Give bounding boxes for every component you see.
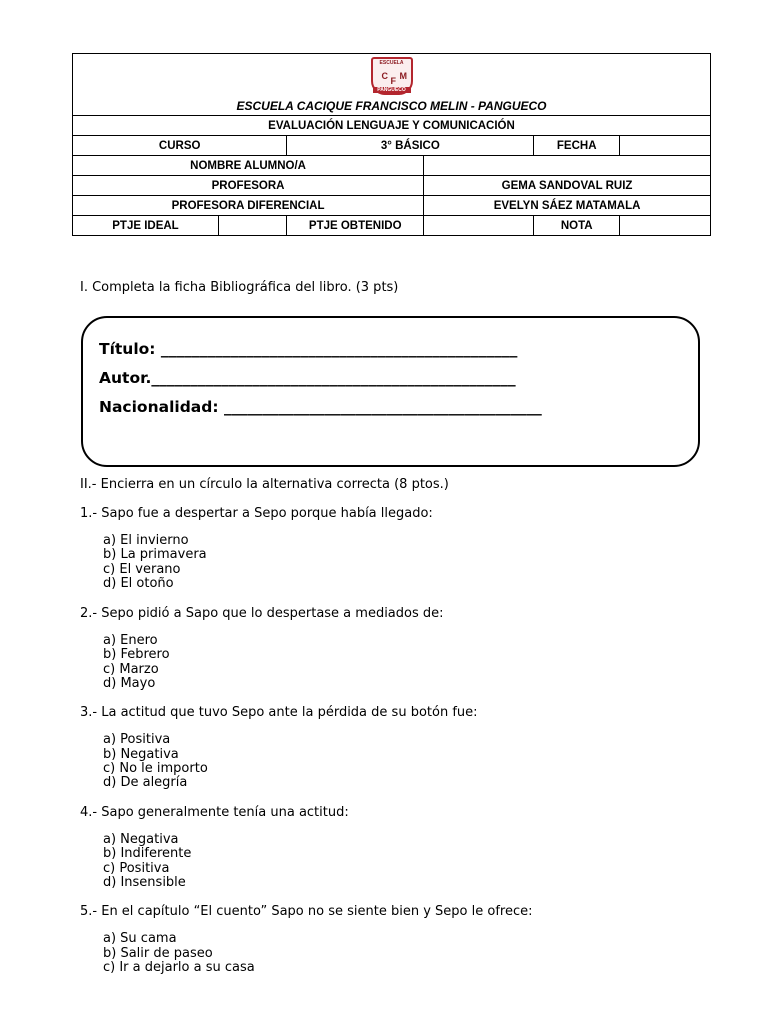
option-5b[interactable]: b) Salir de paseo	[103, 946, 213, 961]
question-5: 5.- En el capítulo “El cuento” Sapo no se siente bien y Sepo le ofrece:	[80, 904, 533, 919]
option-1a[interactable]: a) El invierno	[103, 533, 189, 548]
autor-line[interactable]: Autor._______________________________________________	[99, 369, 516, 387]
profesora-value: GEMA SANDOVAL RUIZ	[424, 176, 711, 196]
option-3d[interactable]: d) De alegría	[103, 775, 188, 790]
ptje-obtenido-field[interactable]	[424, 216, 534, 236]
question-1: 1.- Sapo fue a despertar a Sepo porque había llegado:	[80, 506, 433, 521]
question-3: 3.- La actitud que tuvo Sepo ante la pérdida de su botón fue:	[80, 705, 478, 720]
option-5c[interactable]: c) Ir a dejarlo a su casa	[103, 960, 255, 975]
curso-value: 3° BÁSICO	[287, 136, 534, 156]
option-4a[interactable]: a) Negativa	[103, 832, 179, 847]
ptje-obtenido-label: PTJE OBTENIDO	[287, 216, 424, 236]
fecha-label: FECHA	[534, 136, 620, 156]
logo-letter-m: M	[399, 70, 407, 81]
option-4b[interactable]: b) Indiferente	[103, 846, 192, 861]
curso-label: CURSO	[73, 136, 287, 156]
ptje-ideal-field[interactable]	[218, 216, 286, 236]
option-1d[interactable]: d) El otoño	[103, 576, 174, 591]
profesora-diferencial-value: EVELYN SÁEZ MATAMALA	[424, 196, 711, 216]
logo-letter-c: C	[381, 70, 388, 81]
option-3b[interactable]: b) Negativa	[103, 747, 179, 762]
bibliographic-box	[81, 316, 700, 467]
option-3c[interactable]: c) No le importo	[103, 761, 208, 776]
nacionalidad-line[interactable]: Nacionalidad: _________________________________________	[99, 398, 542, 416]
section1-title: I. Completa la ficha Bibliográfica del libro. (3 pts)	[80, 280, 399, 295]
option-4c[interactable]: c) Positiva	[103, 861, 170, 876]
question-4: 4.- Sapo generalmente tenía una actitud:	[80, 805, 349, 820]
nota-field[interactable]	[620, 216, 711, 236]
logo-top-text: ESCUELA	[379, 59, 404, 66]
nota-label: NOTA	[534, 216, 620, 236]
logo-bottom-text: PANGUECO	[373, 87, 411, 93]
section2-title: II.- Encierra en un círculo la alternativa correcta (8 ptos.)	[80, 477, 449, 492]
option-2b[interactable]: b) Febrero	[103, 647, 170, 662]
option-1c[interactable]: c) El verano	[103, 562, 181, 577]
option-1b[interactable]: b) La primavera	[103, 547, 207, 562]
logo-letter-f: F	[390, 75, 396, 86]
fecha-field[interactable]	[620, 136, 711, 156]
option-2c[interactable]: c) Marzo	[103, 662, 159, 677]
evaluation-title: EVALUACIÓN LENGUAJE Y COMUNICACIÓN	[73, 116, 711, 136]
nombre-label: NOMBRE ALUMNO/A	[73, 156, 424, 176]
option-5a[interactable]: a) Su cama	[103, 931, 177, 946]
profesora-diferencial-label: PROFESORA DIFERENCIAL	[73, 196, 424, 216]
titulo-line[interactable]: Título: ______________________________________________	[99, 340, 518, 358]
header-table	[72, 53, 711, 236]
option-2d[interactable]: d) Mayo	[103, 676, 156, 691]
option-2a[interactable]: a) Enero	[103, 633, 158, 648]
school-header-cell	[73, 54, 711, 116]
question-2: 2.- Sepo pidió a Sapo que lo despertase a mediados de:	[80, 606, 444, 621]
school-name: ESCUELA CACIQUE FRANCISCO MELIN - PANGUECO	[236, 98, 547, 113]
profesora-label: PROFESORA	[73, 176, 424, 196]
ptje-ideal-label: PTJE IDEAL	[73, 216, 219, 236]
nombre-field[interactable]	[424, 156, 711, 176]
option-3a[interactable]: a) Positiva	[103, 732, 171, 747]
school-logo	[371, 57, 413, 95]
option-4d[interactable]: d) Insensible	[103, 875, 186, 890]
